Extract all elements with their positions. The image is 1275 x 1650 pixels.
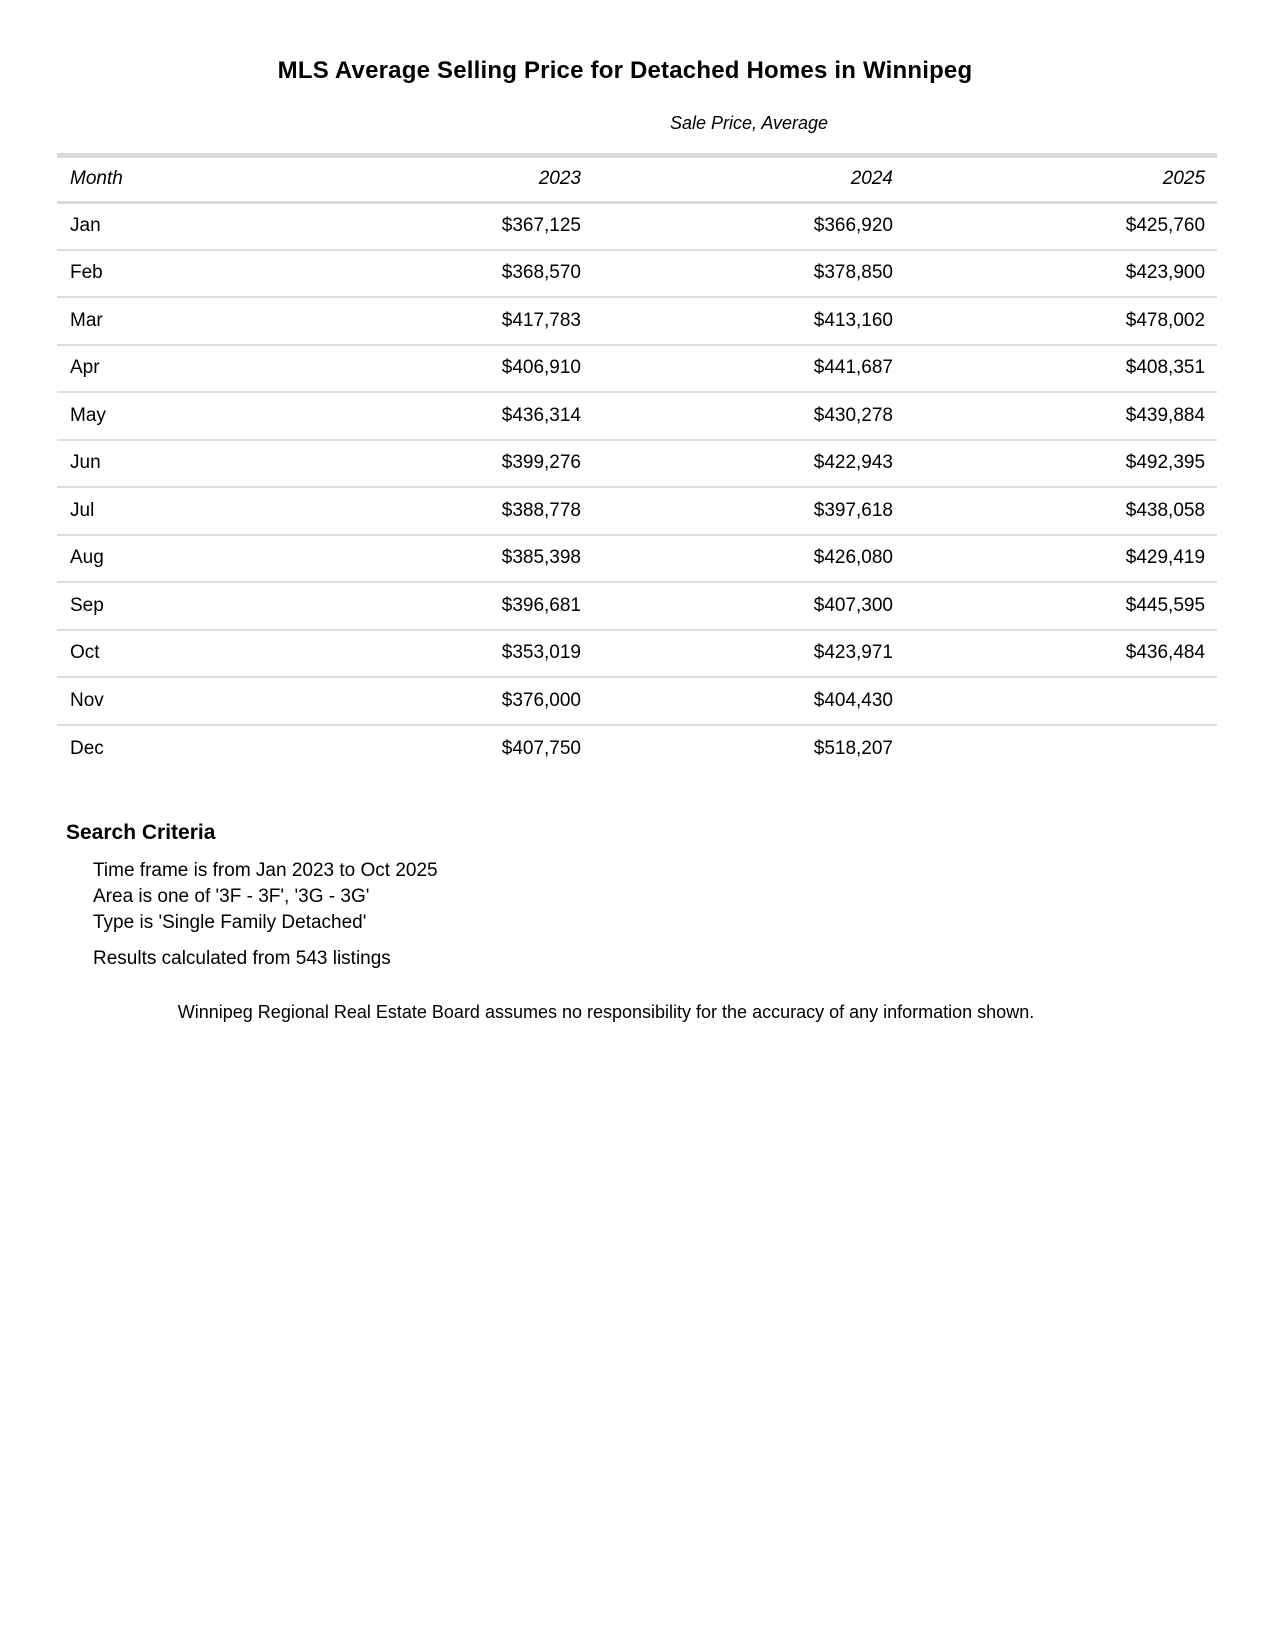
- span-header-row: [57, 95, 1217, 155]
- month-cell: Jun: [57, 440, 281, 488]
- price-cell-2023: $367,125: [281, 202, 593, 250]
- month-cell: May: [57, 392, 281, 440]
- price-cell-2024: $423,971: [593, 630, 905, 678]
- criteria-line: Area is one of '3F - 3F', '3G - 3G': [93, 886, 370, 907]
- column-header-2023: 2023: [281, 155, 593, 202]
- search-criteria-heading: Search Criteria: [66, 821, 216, 844]
- price-cell-2024: $378,850: [593, 250, 905, 298]
- price-table: [57, 95, 1217, 772]
- column-header-2024: 2024: [593, 155, 905, 202]
- table-row: [57, 392, 1217, 440]
- month-cell: Nov: [57, 677, 281, 725]
- price-cell-2023: $407,750: [501, 737, 581, 759]
- price-cell-2025: $425,760: [905, 202, 1217, 250]
- table-row: [57, 582, 1217, 630]
- sale-price-average-label: Sale Price, Average: [669, 113, 829, 134]
- column-header-row: [57, 155, 1217, 202]
- price-cell-2025: $408,351: [905, 345, 1217, 393]
- price-cell-2023: $376,000: [281, 677, 593, 725]
- table-row: [57, 535, 1217, 583]
- table-row: [57, 250, 1217, 298]
- month-cell: Mar: [57, 297, 281, 345]
- month-cell: Oct: [57, 630, 281, 678]
- price-cell-2024: $413,160: [593, 297, 905, 345]
- price-cell-2024: $397,618: [593, 487, 905, 535]
- price-cell-2023: $396,681: [281, 582, 593, 630]
- month-cell: Aug: [57, 535, 281, 583]
- column-header-2025: 2025: [905, 155, 1217, 202]
- price-table-body: [57, 202, 1217, 772]
- price-cell-2025: $423,900: [905, 250, 1217, 298]
- price-cell-2025: [905, 677, 1217, 725]
- price-cell-2024: $518,207: [813, 737, 893, 759]
- price-cell-2024: $407,300: [593, 582, 905, 630]
- month-cell: Jan: [57, 202, 281, 250]
- price-cell-2023: $353,019: [281, 630, 593, 678]
- price-cell-2024: $422,943: [593, 440, 905, 488]
- table-row: [57, 297, 1217, 345]
- price-cell-2023: $406,910: [281, 345, 593, 393]
- price-cell-2023: $417,783: [281, 297, 593, 345]
- disclaimer-text: Winnipeg Regional Real Estate Board assumes no responsibility for the accuracy of any information shown.: [177, 1002, 1035, 1022]
- price-cell-2023: $399,276: [281, 440, 593, 488]
- price-cell-2024: $426,080: [593, 535, 905, 583]
- results-line: Results calculated from 543 listings: [93, 948, 391, 969]
- price-cell-2024: $430,278: [593, 392, 905, 440]
- search-criteria-lines: [93, 858, 1275, 936]
- price-cell-2023: $388,778: [281, 487, 593, 535]
- column-header-month: Month: [57, 155, 281, 202]
- month-cell: Dec: [70, 737, 104, 759]
- month-cell: Jul: [57, 487, 281, 535]
- price-cell-2024: $441,687: [593, 345, 905, 393]
- table-row: [57, 630, 1217, 678]
- price-cell-2023: $368,570: [281, 250, 593, 298]
- price-cell-2025: $436,484: [905, 630, 1217, 678]
- table-row: [57, 345, 1217, 393]
- criteria-line: Type is 'Single Family Detached': [93, 912, 367, 933]
- search-criteria-section: [66, 821, 1275, 970]
- price-cell-2025: [905, 725, 1217, 773]
- price-cell-2024: $404,430: [593, 677, 905, 725]
- price-cell-2024: $366,920: [593, 202, 905, 250]
- month-cell: Apr: [57, 345, 281, 393]
- price-cell-2025: $429,419: [905, 535, 1217, 583]
- month-cell: Feb: [57, 250, 281, 298]
- price-cell-2023: $385,398: [281, 535, 593, 583]
- month-cell: Sep: [57, 582, 281, 630]
- table-row: [57, 487, 1217, 535]
- table-row: [57, 440, 1217, 488]
- price-cell-2025: $439,884: [905, 392, 1217, 440]
- table-row: [57, 202, 1217, 250]
- price-cell-2025: $478,002: [905, 297, 1217, 345]
- page-title: MLS Average Selling Price for Detached Homes in Winnipeg: [277, 57, 973, 84]
- span-header-spacer: [57, 95, 281, 155]
- price-cell-2023: $436,314: [281, 392, 593, 440]
- table-row: [57, 677, 1217, 725]
- criteria-line: Time frame is from Jan 2023 to Oct 2025: [93, 860, 438, 881]
- price-cell-2025: $438,058: [905, 487, 1217, 535]
- table-row: [57, 725, 1217, 773]
- price-cell-2025: $445,595: [905, 582, 1217, 630]
- price-cell-2025: $492,395: [905, 440, 1217, 488]
